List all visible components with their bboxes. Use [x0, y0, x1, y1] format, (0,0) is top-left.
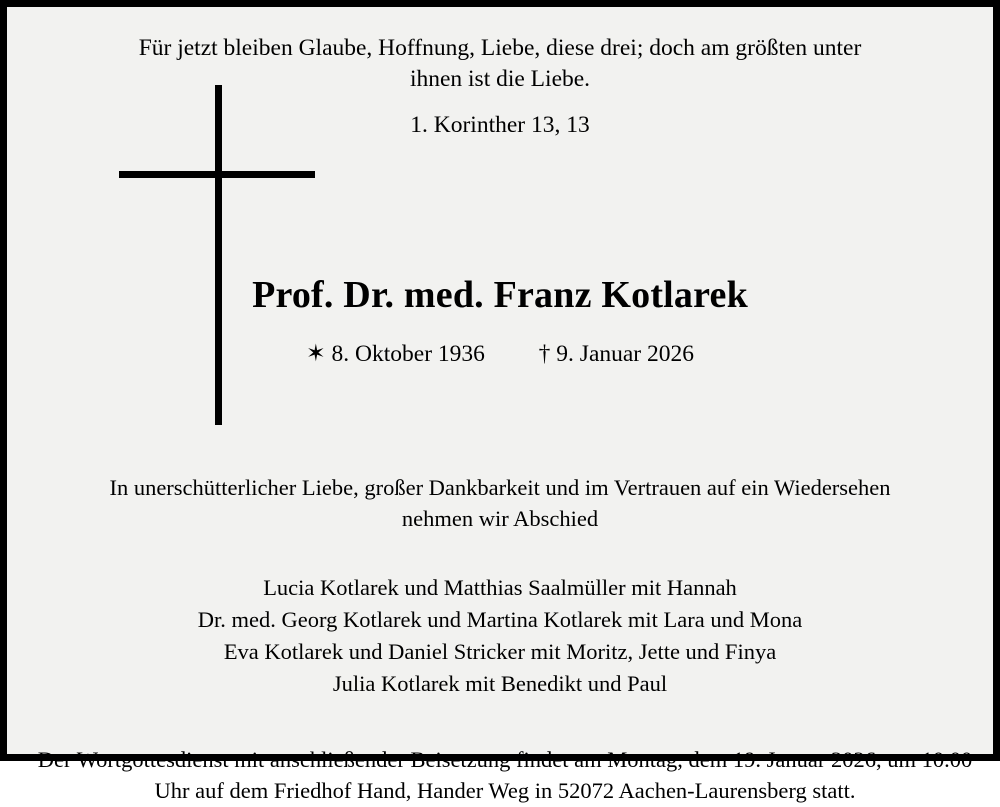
family-list [35, 572, 965, 700]
cross-horizontal-bar [119, 171, 315, 178]
bible-verse-text: Für jetzt bleiben Glaube, Hoffnung, Liebe, diese drei; doch am größten unter ihnen ist die Liebe. [138, 35, 862, 93]
bible-verse-reference: 1. Korinther 13, 13 [410, 111, 590, 138]
list-item: Julia Kotlarek mit Benedikt und Paul [332, 670, 668, 696]
list-item: Lucia Kotlarek und Matthias Saalmüller mit Hannah [263, 574, 737, 600]
deceased-name: Prof. Dr. med. Franz Kotlarek [252, 273, 748, 316]
cross-vertical-bar [215, 85, 222, 425]
cross-icon [119, 85, 319, 433]
death-date: † 9. Januar 2026 [538, 340, 695, 367]
tribute-text: In unerschütterlicher Liebe, großer Dankbarkeit und im Vertrauen auf ein Wiedersehen nehmen wir Abschied [109, 474, 891, 531]
service-details: Der Wortgottesdienst mit anschließender Beisetzung findet am Montag, dem 19. Januar 2026, um 10.00 Uhr auf dem Friedhof Hand, Hander Weg in 52072 Aachen-Laurensberg statt. [37, 746, 973, 804]
list-item: Dr. med. Georg Kotlarek und Martina Kotlarek mit Lara und Mona [197, 606, 803, 632]
birth-date: ✶ 8. Oktober 1936 [305, 340, 485, 367]
obituary-inner [7, 7, 993, 804]
list-item: Eva Kotlarek und Daniel Stricker mit Moritz, Jette und Finya [223, 638, 777, 664]
